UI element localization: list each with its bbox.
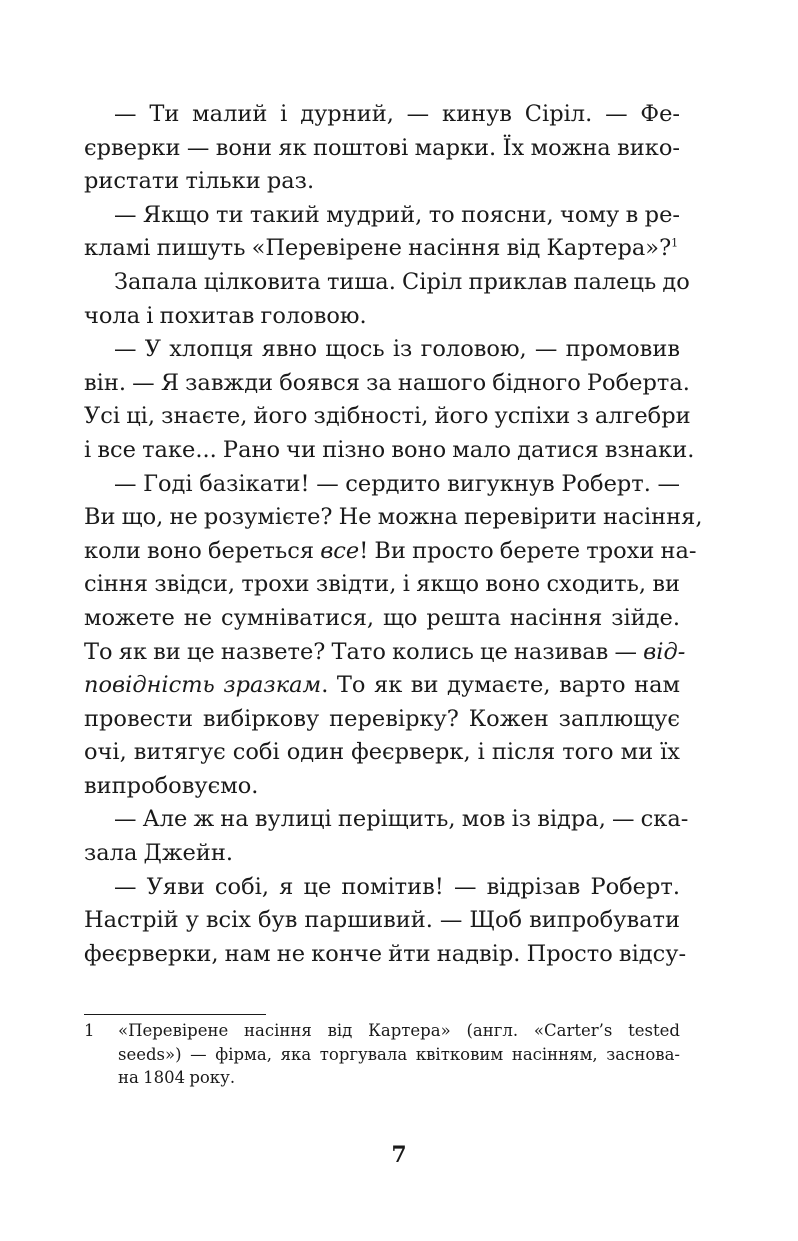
- text-line-12: — Годі базікати! — сердито вигукнув Роберт. —: [114, 470, 680, 497]
- text-line-9: він. — Я завжди боявся за нашого бідного Роберта.: [84, 369, 690, 396]
- footnote-marker: 1: [84, 1021, 95, 1040]
- text-line-10: Усі ці, знаєте, його здібності, його успіхи з алгебри: [84, 403, 691, 430]
- emphasis-term-start: від-: [643, 638, 686, 665]
- footnote-line-3: на 1804 року.: [118, 1068, 236, 1087]
- page-number: 7: [391, 1142, 407, 1168]
- text-line-19: провести вибіркову перевірку? Кожен заплющує: [84, 705, 680, 732]
- text-line-15: сіння звідси, трохи звідти, і якщо воно сходить, ви: [84, 571, 680, 598]
- text-line-3: ристати тільки раз.: [84, 168, 315, 195]
- text-line-24: — Уяви собі, я це помітив! — відрізав Роберт.: [114, 873, 680, 900]
- text-line-17: То як ви це назвете? Тато колись це називав — від-: [84, 638, 686, 665]
- text-line-7: чола і похитав головою.: [84, 302, 367, 329]
- text-line-13: Ви що, не розумієте? Не можна перевірити насіння,: [84, 504, 703, 531]
- text-line-21: випробовуємо.: [84, 772, 259, 799]
- footnote-line-1: «Перевірене насіння від Картера» (англ. «Carter’s tested: [118, 1021, 680, 1040]
- text-line-1: — Ти малий і дурний, — кинув Сіріл. — Фе-: [114, 101, 680, 127]
- text-line-8: — У хлопця явно щось із головою, — промовив: [114, 336, 680, 363]
- text-line-23: зала Джейн.: [84, 840, 233, 867]
- text-line-25: Настрій у всіх був паршивий. — Щоб випробувати: [84, 907, 680, 934]
- emphasis-all: все: [320, 537, 360, 564]
- text-line-6: Запала цілковита тиша. Сіріл приклав палець до: [114, 268, 690, 295]
- footnote-line-2: seeds») — фірма, яка торгувала квітковим насінням, заснова-: [118, 1044, 680, 1064]
- footnote-divider: [84, 1014, 266, 1015]
- text-line-5: кламі пишуть «Перевірене насіння від Картера»?$^1$: [84, 235, 679, 262]
- footnote-reference: 1: [671, 236, 679, 250]
- text-line-20: очі, витягує собі один феєрверк, і після того ми їх: [84, 739, 680, 766]
- body-text: [84, 98, 703, 971]
- text-line-11: і все таке... Рано чи пізно воно мало датися взнаки.: [84, 436, 695, 463]
- text-line-14: коли воно береться все! Ви просто берете трохи на-: [84, 537, 697, 564]
- text-line-26: феєрверки, нам не конче йти надвір. Просто відсу-: [84, 940, 687, 967]
- emphasis-term-end: повідність зразкам: [84, 672, 322, 699]
- text-line-2: єрверки — вони як поштові марки. Їх можна вико-: [84, 134, 680, 161]
- text-line-18: повідність зразкам. То як ви думаєте, варто нам: [84, 672, 680, 699]
- text-line-4: — Якщо ти такий мудрий, то поясни, чому в ре-: [114, 201, 680, 228]
- footnote-text: [118, 1019, 680, 1090]
- text-line-16: можете не сумніватися, що решта насіння зійде.: [84, 604, 680, 631]
- text-line-22: — Але ж на вулиці періщить, мов із відра, — ска-: [114, 806, 689, 833]
